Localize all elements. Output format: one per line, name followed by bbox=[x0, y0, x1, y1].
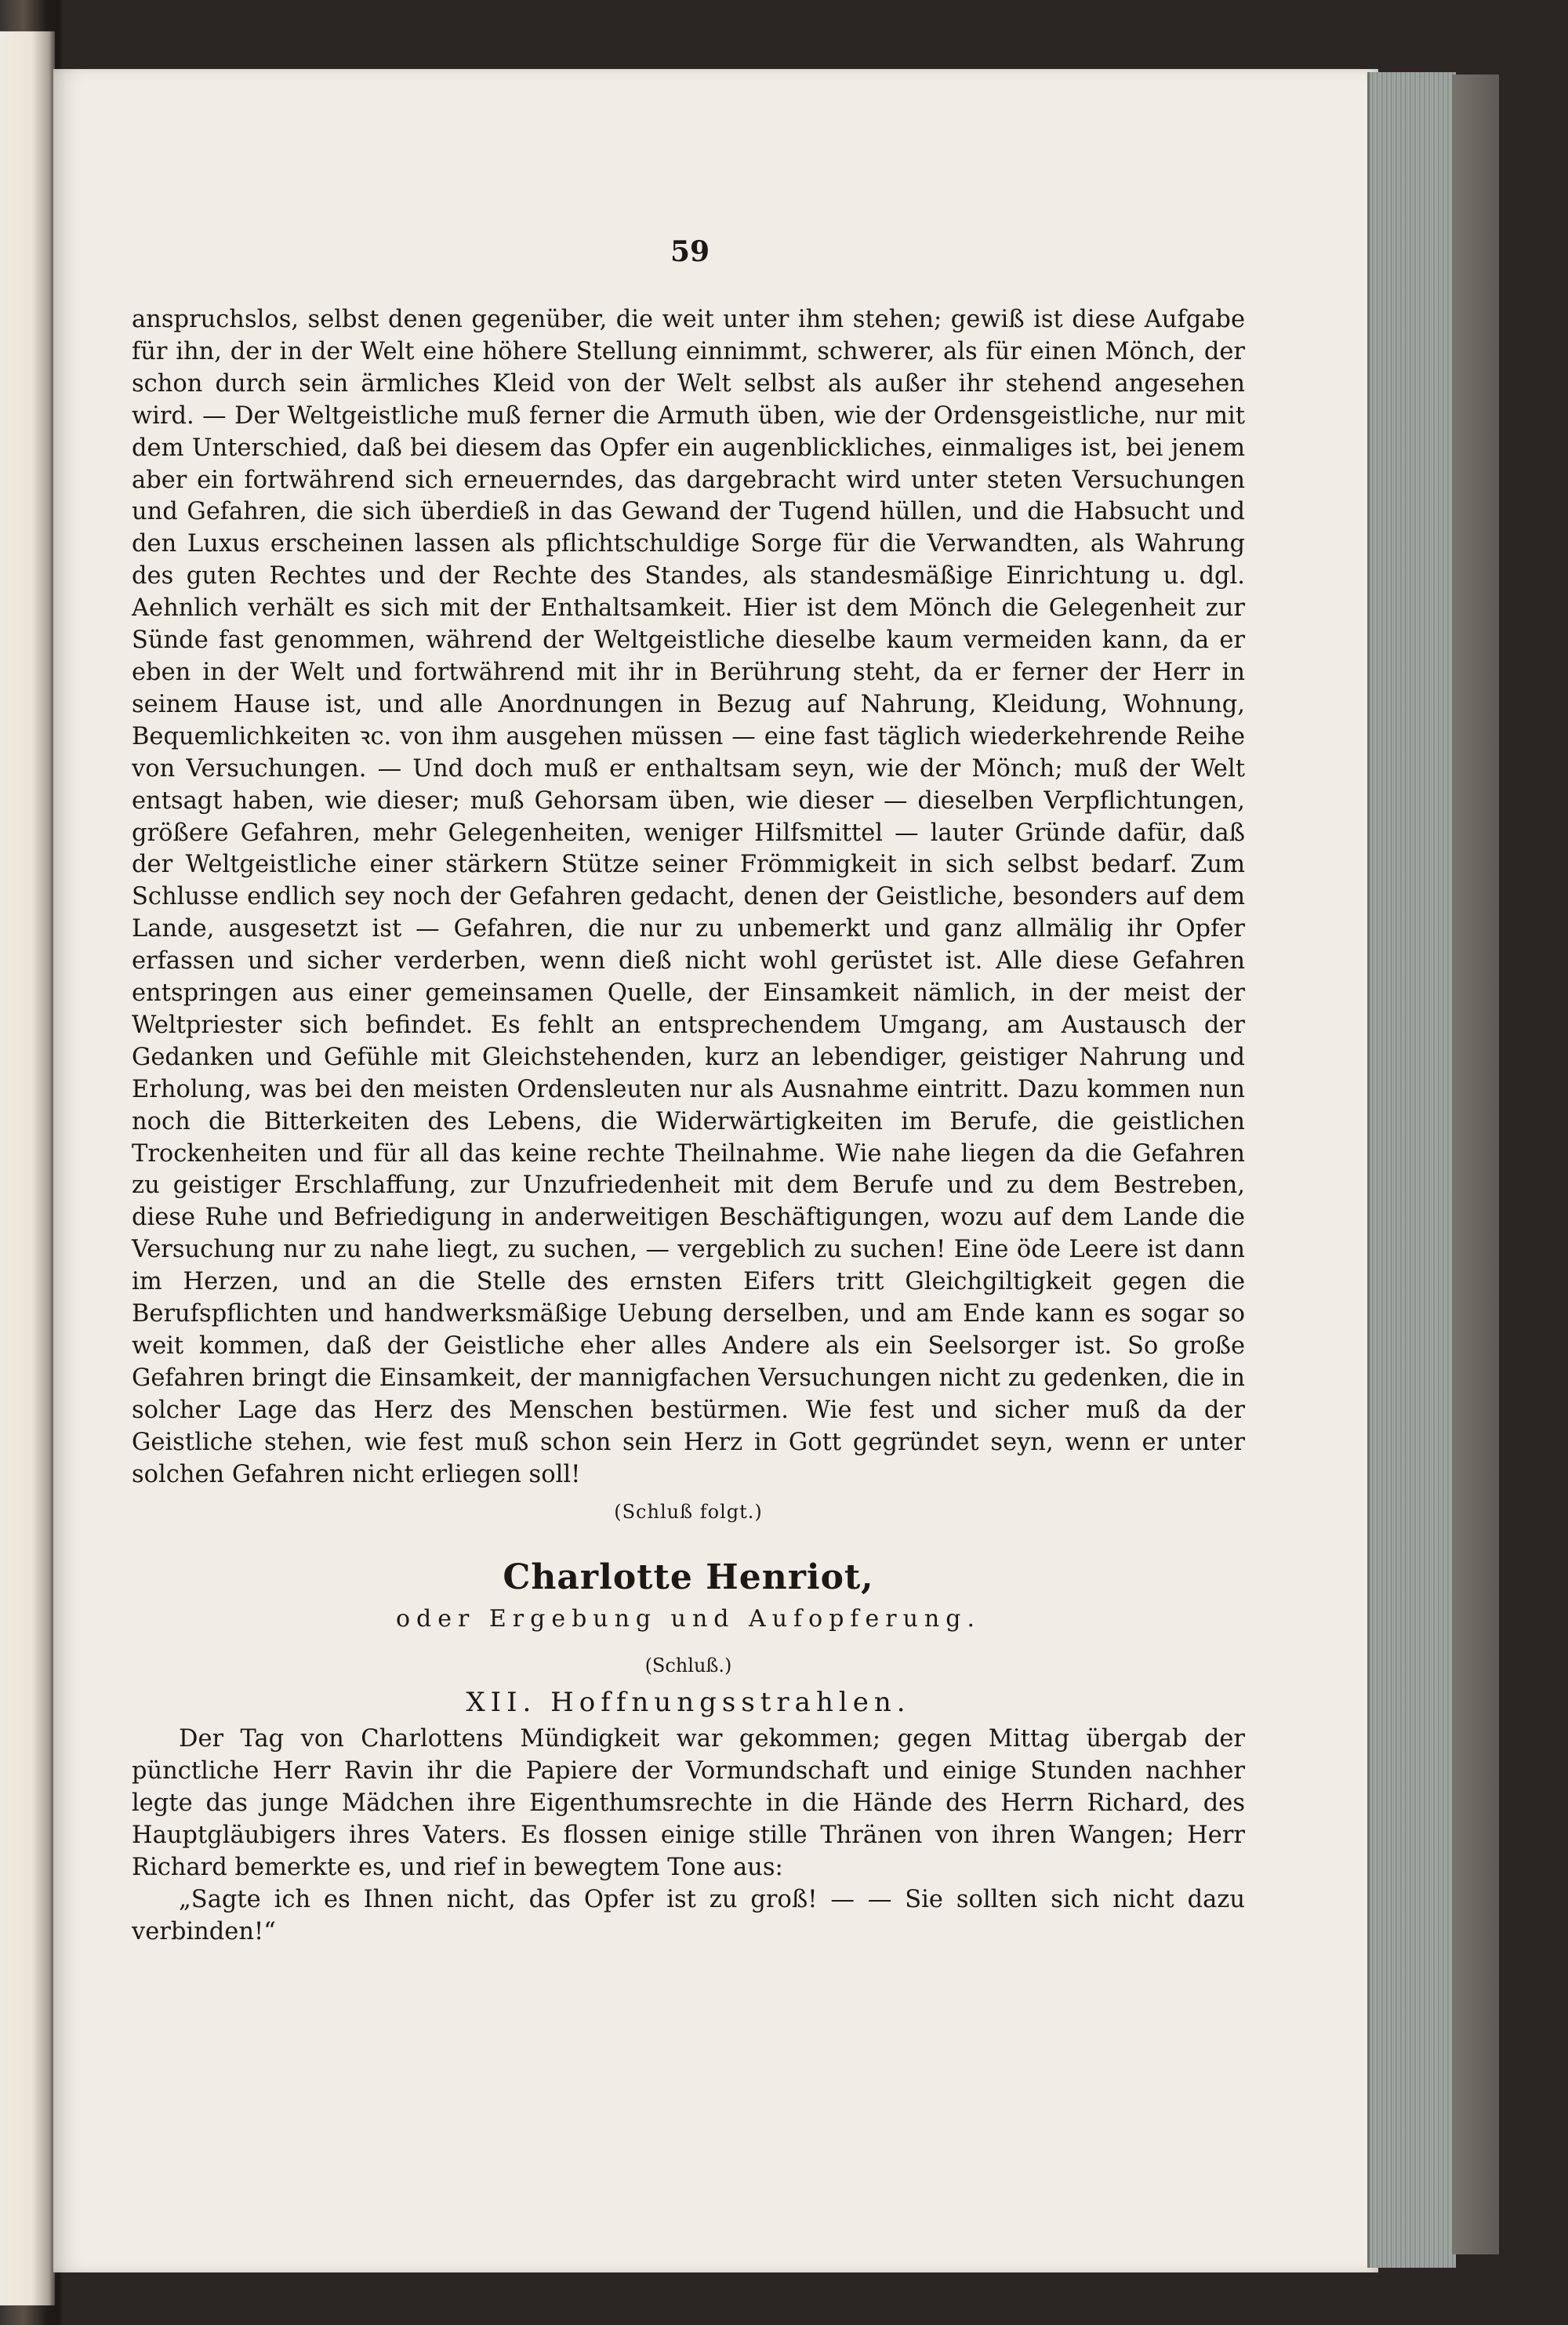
story-paragraph-2: „Sagte ich es Ihnen nicht, das Opfer ist zu groß! — — Sie sollten sich nicht dazu verbinden!“ bbox=[132, 1885, 1245, 1945]
page-block-edge bbox=[1367, 72, 1456, 2268]
story-title: Charlotte Henriot, bbox=[503, 1557, 874, 1598]
chapter-heading: XII. Hoffnungsstrahlen. bbox=[466, 1687, 911, 1719]
continued-note: (Schluß folgt.) bbox=[614, 1500, 763, 1523]
page-content bbox=[132, 227, 1245, 1948]
story-paragraph-1: Der Tag von Charlottens Mündigkeit war gekommen; gegen Mittag übergab der pünctliche Herr Ravin ihr die Papiere der Vormundschaft und einige Stunden nachher legte das junge Mädchen ihre Eigenthumsrechte in die Hände des Herrn Richard, des Hauptgläubigers ihres Vaters. Es flossen einige stille Thränen von ihren Wangen; Herr Richard bemerkte es, und rief in bewegtem Tone aus: bbox=[132, 1725, 1245, 1881]
book-cover-board bbox=[1452, 74, 1499, 2254]
story-subtitle: oder Ergebung und Aufopferung. bbox=[395, 1605, 981, 1633]
essay-paragraph: anspruchslos, selbst denen gegenüber, die weit unter ihm stehen; gewiß ist diese Aufgabe für ihn, der in der Welt eine höhere Stellung einnimmt, schwerer, als für einen Mönch, der schon durch sein ärmliches Kleid von der Welt selbst als außer ihr stehend angesehen wird. — Der Weltgeistliche muß ferner die Armuth üben, wie der Ordensgeistliche, nur mit dem Unterschied, daß bei diesem das Opfer ein augenblickliches, einmaliges ist, bei jenem aber ein fortwährend sich erneuerndes, das dargebracht wird unter steten Versuchungen und Gefahren, die sich überdieß in das Gewand der Tugend hüllen, und die Habsucht und den Luxus erscheinen lassen als pflichtschuldige Sorge für die Verwandten, als Wahrung des guten Rechtes und der Rechte des Standes, als standesmäßige Einrichtung u. dgl. Aehnlich verhält es sich mit der Enthaltsamkeit. Hier ist dem Mönch die Gelegenheit zur Sünde fast genommen, während der Weltgeistliche dieselbe kaum vermeiden kann, da er eben in der Welt und fortwährend mit ihr in Berührung steht, da er ferner der Herr in seinem Hause ist, und alle Anordnungen in Bezug auf Nahrung, Kleidung, Wohnung, Bequemlichkeiten ꝛc. von ihm ausgehen müssen — eine fast täglich wiederkehrende Reihe von Versuchungen. — Und doch muß er enthaltsam seyn, wie der Mönch; muß der Welt entsagt haben, wie dieser; muß Gehorsam üben, wie dieser — dieselben Verpflichtungen, größere Gefahren, mehr Gelegenheiten, weniger Hilfsmittel — lauter Gründe dafür, daß der Weltgeistliche einer stärkern Stütze seiner Frömmigkeit in sich selbst bedarf. Zum Schlusse endlich sey noch der Gefahren gedacht, denen der Geistliche, besonders auf dem Lande, ausgesetzt ist — Gefahren, die nur zu unbemerkt und ganz allmälig ihr Opfer erfassen und sicher verderben, wenn dieß nicht wohl gerüstet ist. Alle diese Gefahren entspringen aus einer gemeinsamen Quelle, der Einsamkeit nämlich, in der meist der Weltpriester sich befindet. Es fehlt an entsprechendem Umgang, am Austausch der Gedanken und Gefühle mit Gleichstehenden, kurz an lebendiger, geistiger Nahrung und Erholung, was bei den meisten Ordensleuten nur als Ausnahme eintritt. Dazu kommen nun noch die Bitterkeiten des Lebens, die Widerwärtigkeiten im Berufe, die geistlichen Trockenheiten und für all das keine rechte Theilnahme. Wie nahe liegen da die Gefahren zu geistiger Erschlaffung, zur Unzufriedenheit mit dem Berufe und zu dem Bestreben, diese Ruhe und Befriedigung in anderweitigen Beschäftigungen, wozu auf dem Lande die Versuchung nur zu nahe liegt, zu suchen, — vergeblich zu suchen! Eine öde Leere ist dann im Herzen, und an die Stelle des ernsten Eifers tritt Gleichgiltigkeit gegen die Berufspflichten und handwerksmäßige Uebung derselben, und am Ende kann es sogar so weit kommen, daß der Geistliche eher alles Andere als ein Seelsorger ist. So große Gefahren bringt die Einsamkeit, der mannigfachen Versuchungen nicht zu gedenken, die in solcher Lage das Herz des Menschen bestürmen. Wie fest und sicher muß da der Geistliche stehen, wie fest muß schon sein Herz in Gott gegründet seyn, wenn er unter solchen Gefahren nicht erliegen soll! bbox=[132, 306, 1245, 1488]
facing-page-edge bbox=[0, 31, 55, 2305]
page-number: 59 bbox=[670, 235, 710, 268]
conclusion-note: (Schluß.) bbox=[644, 1655, 732, 1677]
